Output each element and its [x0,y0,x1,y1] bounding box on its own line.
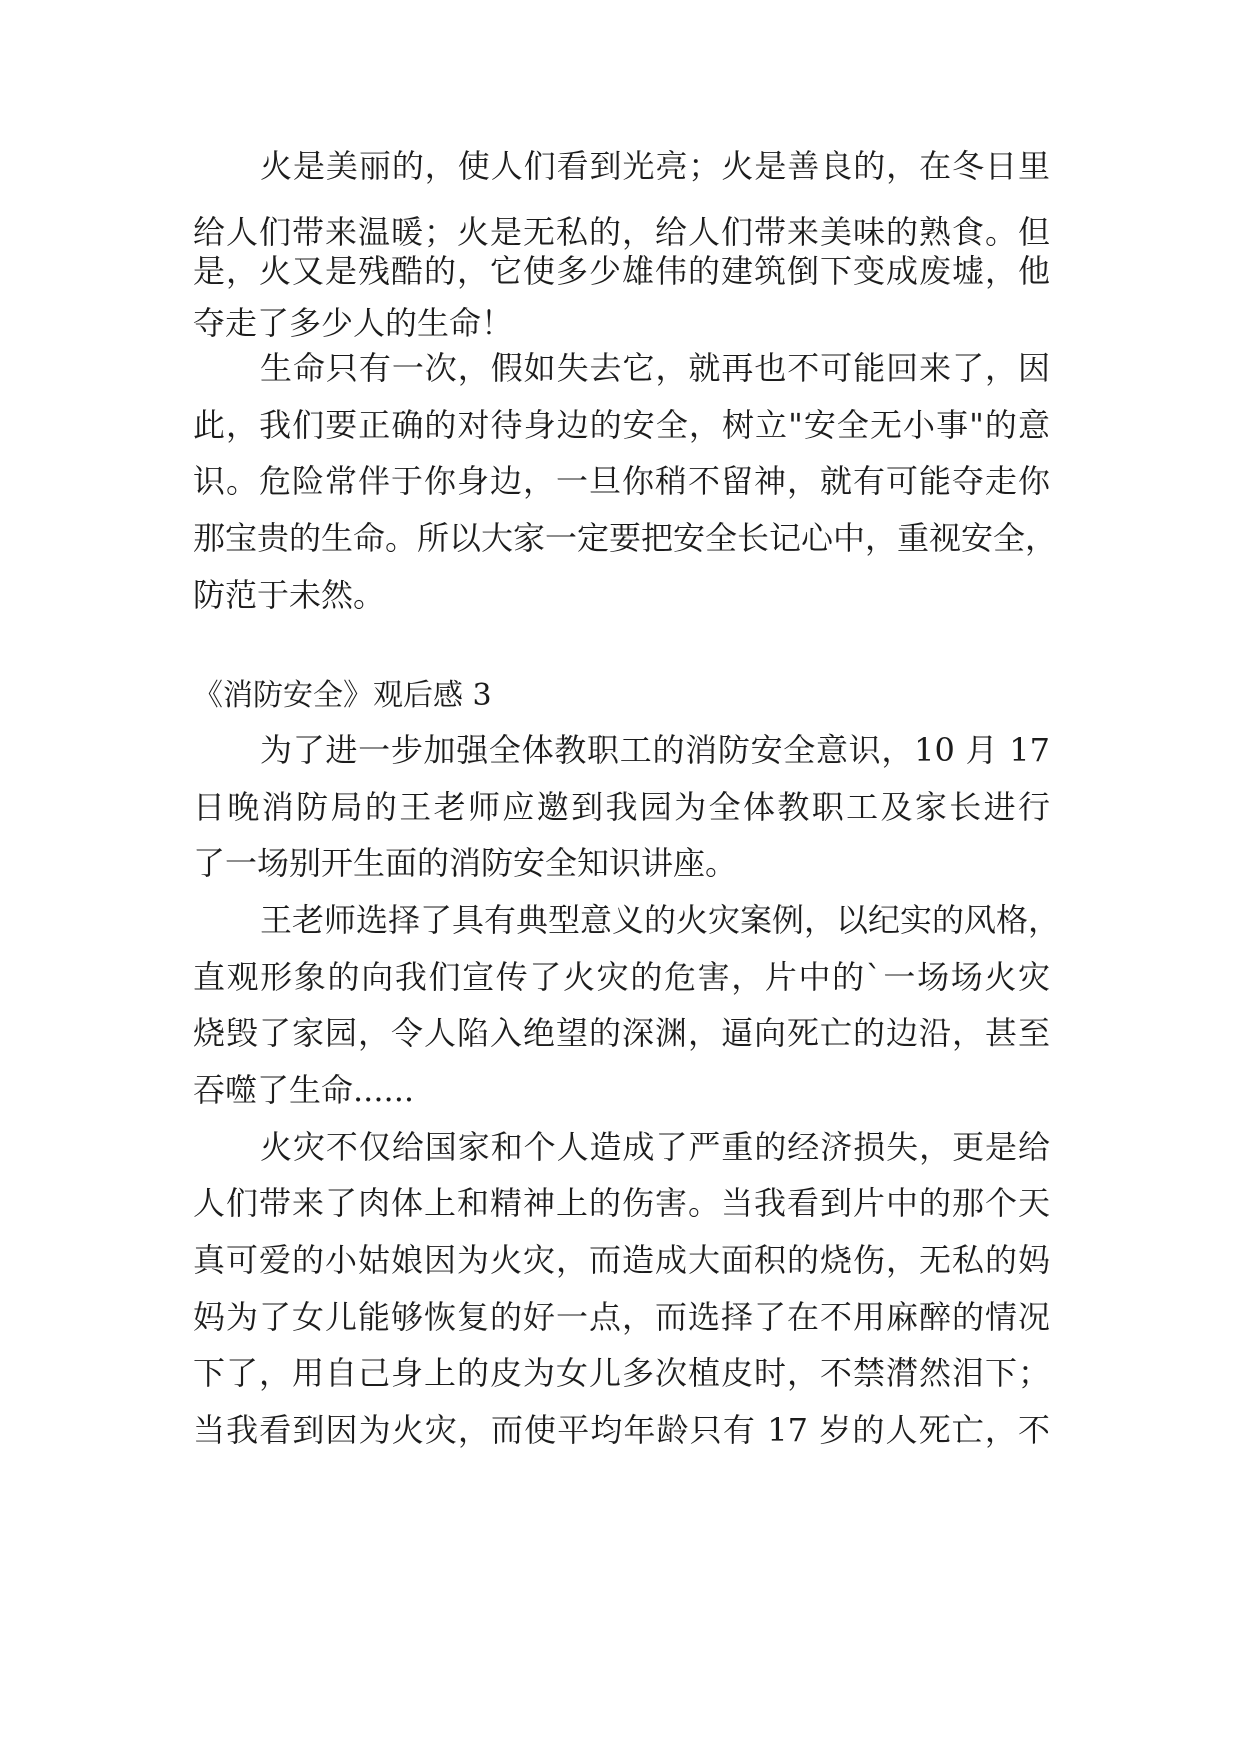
paragraph-line: 人们带来了肉体上和精神上的伤害。当我看到片中的那个天 [193,1184,1050,1222]
paragraph-line: 日晚消防局的王老师应邀到我园为全体教职工及家长进行 [193,788,1050,826]
paragraph-line: 真可爱的小姑娘因为火灾，而造成大面积的烧伤，无私的妈 [193,1241,1050,1279]
paragraph-line: 火灾不仅给国家和个人造成了严重的经济损失，更是给 [260,1128,1050,1166]
paragraph-line: 那宝贵的生命。所以大家一定要把安全长记心中，重视安全， [193,519,1058,557]
section-title: 《消防安全》观后感 3 [193,678,492,713]
paragraph-line: 给人们带来温暖；火是无私的，给人们带来美味的熟食。但 [193,213,1050,251]
paragraph-line: 吞噬了生命...... [193,1071,415,1109]
paragraph-line: 防范于未然。 [193,576,386,614]
paragraph-line: 火是美丽的，使人们看到光亮；火是善良的，在冬日里 [260,147,1050,185]
paragraph-line: 直观形象的向我们宣传了火灾的危害，片中的`一场场火灾 [193,958,1050,996]
paragraph-line: 妈为了女儿能够恢复的好一点，而选择了在不用麻醉的情况 [193,1298,1050,1336]
paragraph-line: 为了进一步加强全体教职工的消防安全意识，10 月 17 [260,731,1050,769]
paragraph-line: 夺走了多少人的生命！ [193,304,514,342]
paragraph-line: 王老师选择了具有典型意义的火灾案例，以纪实的风格， [260,901,1061,939]
paragraph-line: 烧毁了家园，令人陷入绝望的深渊，逼向死亡的边沿，甚至 [193,1014,1050,1052]
paragraph-line: 当我看到因为火灾，而使平均年龄只有 17 岁的人死亡，不 [193,1411,1050,1449]
paragraph-line: 下了，用自己身上的皮为女儿多次植皮时，不禁潸然泪下； [193,1354,1050,1392]
paragraph-line: 是，火又是残酷的，它使多少雄伟的建筑倒下变成废墟，他 [193,252,1050,290]
paragraph-line: 识。危险常伴于你身边，一旦你稍不留神，就有可能夺走你 [193,462,1050,500]
paragraph-line: 此，我们要正确的对待身边的安全，树立"安全无小事"的意 [193,406,1050,444]
paragraph-line: 生命只有一次，假如失去它，就再也不可能回来了，因 [260,349,1050,387]
paragraph-line: 了一场别开生面的消防安全知识讲座。 [193,844,738,882]
